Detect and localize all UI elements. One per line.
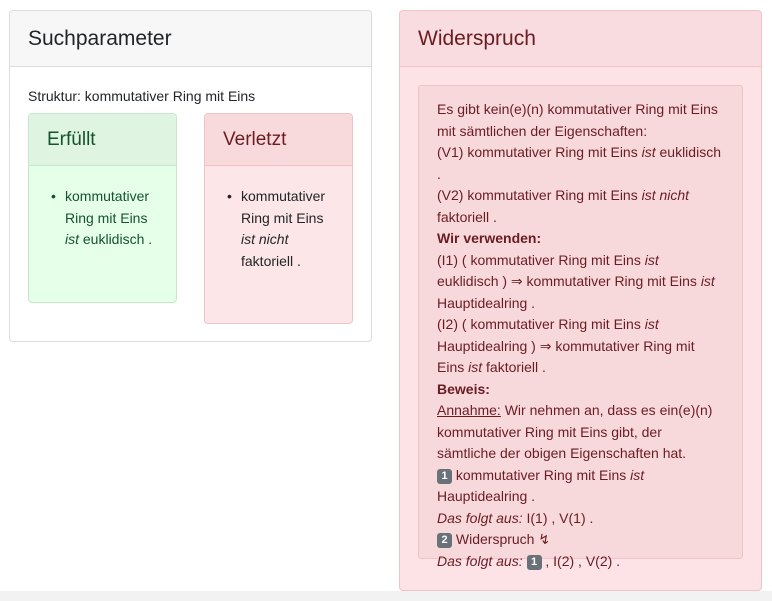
property-v2: (V2) kommutativer Ring mit Eins ist nicht faktoriell . xyxy=(437,187,690,225)
step-reference-badge[interactable]: 1 xyxy=(527,555,542,570)
page-footer-strip xyxy=(0,591,772,601)
proof-label: Beweis: xyxy=(437,380,490,397)
assumption: Annahme: Wir nehmen an, dass es ein(e)(n) kommutativer Ring mit Eins gibt, der sämtliche der obigen Eigenschaften hat. xyxy=(437,402,713,461)
violated-card xyxy=(204,113,353,324)
violated-list xyxy=(241,186,341,272)
fulfilled-item[interactable]: • kommutativer Ring mit Eins ist euklidisch . xyxy=(65,186,165,251)
contradiction-proof-box xyxy=(418,85,743,569)
structure-label: Struktur: kommutativer Ring mit Eins xyxy=(28,88,256,104)
fulfilled-card xyxy=(28,113,177,303)
uses-label: Wir verwenden: xyxy=(437,230,542,246)
implication-i2: (I2) ( kommutativer Ring mit Eins ist Hauptidealring ) ⇒ kommutativer Ring mit Eins ist faktoriell . xyxy=(437,316,695,375)
assumption-label: Annahme: xyxy=(437,402,501,418)
search-parameters-card xyxy=(9,10,372,342)
step-number-badge: 1 xyxy=(437,469,452,484)
violated-title: Verletzt xyxy=(205,114,352,166)
violated-item[interactable]: • kommutativer Ring mit Eins ist nicht faktoriell . xyxy=(241,186,341,272)
contradiction-card xyxy=(399,10,762,591)
search-parameters-title: Suchparameter xyxy=(10,11,371,67)
step-number-badge: 2 xyxy=(437,533,452,548)
proof-step-2: 2 Widerspruch ↯ xyxy=(437,529,724,551)
contradiction-intro: Es gibt kein(e)(n) kommutativer Ring mit Eins mit sämtlichen der Eigenschaften: xyxy=(437,101,718,139)
fulfilled-list xyxy=(65,186,165,251)
implication-i1: (I1) ( kommutativer Ring mit Eins ist euklidisch ) ⇒ kommutativer Ring mit Eins ist Hauptidealring . xyxy=(437,251,715,311)
proof-step-1: 1 kommutativer Ring mit Eins ist Hauptidealring . xyxy=(437,466,645,504)
step-2-justification: Das folgt aus: 1 , I(2) , V(2) . xyxy=(437,552,621,569)
step-1-justification: Das folgt aus: I(1) , V(1) . xyxy=(437,509,594,526)
contradiction-title: Widerspruch xyxy=(400,11,761,67)
property-v1: (V1) kommutativer Ring mit Eins ist euklidisch . xyxy=(437,144,721,182)
fulfilled-title: Erfüllt xyxy=(29,114,176,166)
